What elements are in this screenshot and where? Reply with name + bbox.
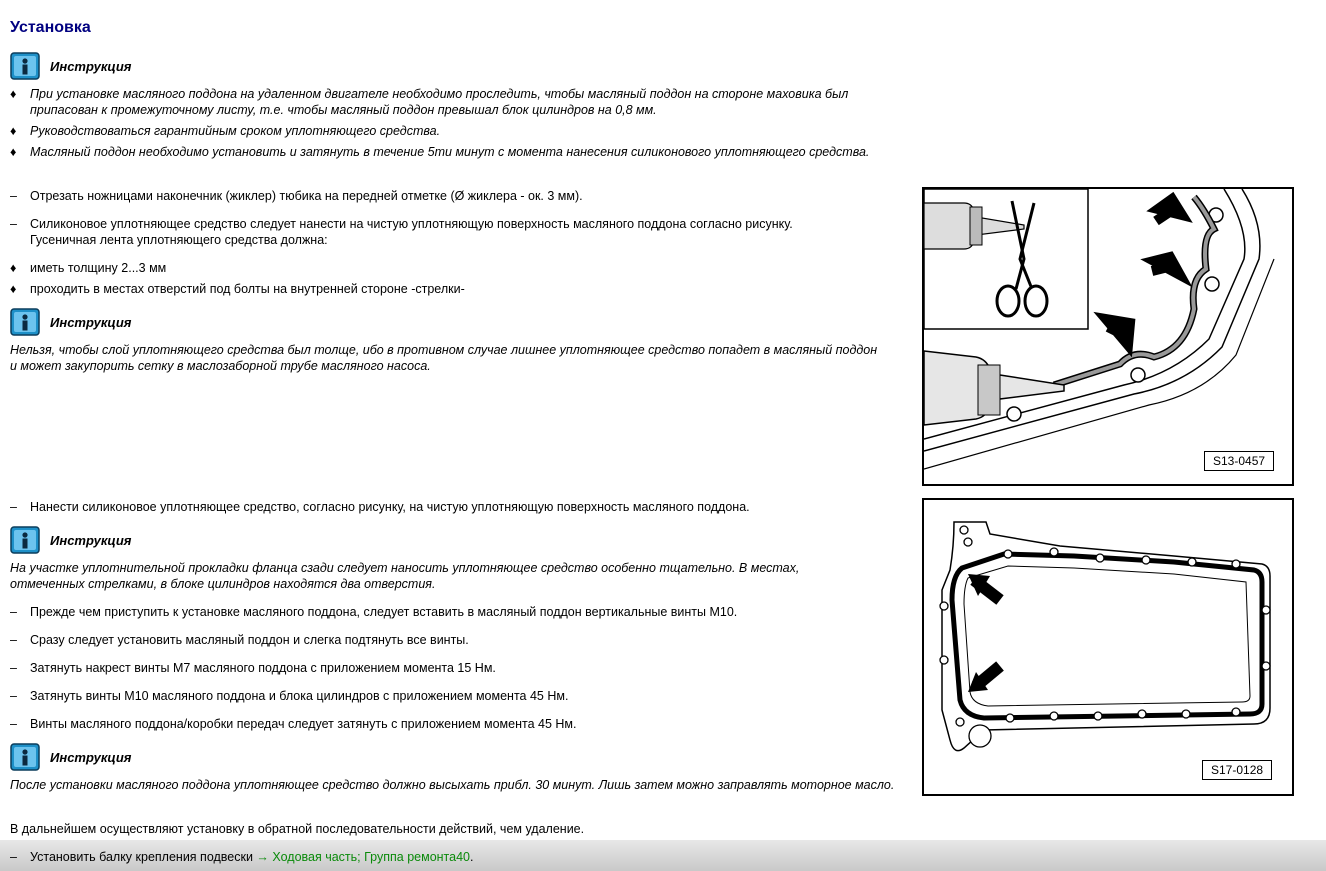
dash-marker: – <box>10 217 17 231</box>
info-icon <box>10 308 40 336</box>
step-text: Отрезать ножницами наконечник (жиклер) тюбика на передней отметке (Ø жиклера - ок. 3 мм). <box>30 189 583 203</box>
diamond-bullet: ♦ <box>10 282 17 296</box>
note-title: Инструкция <box>50 533 132 548</box>
dash-marker: – <box>10 661 17 675</box>
note-header <box>10 743 310 773</box>
dash-marker: – <box>10 605 17 619</box>
note-header <box>10 52 310 82</box>
note-text: После установки масляного поддона уплотняющее средство должно высыхать прибл. 30 минут. Лишь затем можно заправлять моторное масло. <box>10 778 895 792</box>
oil-pan-illustration <box>924 500 1292 794</box>
info-icon <box>10 743 40 771</box>
diamond-bullet: ♦ <box>10 145 17 159</box>
note-title: Инструкция <box>50 750 132 765</box>
step-text <box>30 849 890 865</box>
note-title: Инструкция <box>50 315 132 330</box>
step-text: Винты масляного поддона/коробки передач следует затянуть с приложением момента 45 Нм. <box>30 717 577 731</box>
note-title: Инструкция <box>50 59 132 74</box>
note-item-text: Руководствоваться гарантийным сроком уплотняющего средства. <box>30 124 441 138</box>
page-title: Установка <box>10 19 91 36</box>
sub-item-text: иметь толщину 2...3 мм <box>30 261 167 275</box>
dash-marker: – <box>10 689 17 703</box>
step-text: Затянуть винты М10 масляного поддона и блока цилиндров с приложением момента 45 Нм. <box>30 689 569 703</box>
info-icon <box>10 52 40 80</box>
step-text: Сразу следует установить масляный поддон и слегка подтянуть все винты. <box>30 633 469 647</box>
note-text: На участке уплотнительной прокладки фланца сзади следует наносить уплотняющее средство особенно тщательно. В местах, отмеченных стрелками, в блоке цилиндров находятся два отверстия. <box>10 561 800 591</box>
note-text: Нельзя, чтобы слой уплотняющего средства был толще, ибо в противном случае лишнее уплотняющее средство попадет в масляный поддон и может закупорить сетку в маслозаборной трубе масляного насоса. <box>10 343 878 373</box>
dash-marker: – <box>10 189 17 203</box>
dash-marker: – <box>10 850 17 864</box>
step-text: Силиконовое уплотняющее средство следует нанести на чистую уплотняющую поверхность масляного поддона согласно рисунку. Гусеничная лента уплотняющего средства должна: <box>30 217 793 247</box>
figure-label: S17-0128 <box>1202 760 1272 780</box>
step-text: Затянуть накрест винты М7 масляного поддона с приложением момента 15 Нм. <box>30 661 496 675</box>
last-step-text: Установить балку крепления подвески <box>30 850 257 864</box>
repair-group-link[interactable]: → Ходовая часть; Группа ремонта40 <box>256 850 470 864</box>
final-text: В дальнейшем осуществляют установку в обратной последовательности действий, чем удаление. <box>10 822 585 836</box>
step-text: Нанести силиконовое уплотняющее средство, согласно рисунку, на чистую уплотняющую поверхность масляного поддона. <box>30 500 750 514</box>
sealant-illustration <box>924 189 1292 484</box>
diamond-bullet: ♦ <box>10 261 17 275</box>
info-icon <box>10 526 40 554</box>
figure-oil-pan-outline <box>922 498 1294 796</box>
dash-marker: – <box>10 500 17 514</box>
note-header <box>10 308 310 338</box>
last-step-suffix: . <box>470 850 474 864</box>
dash-marker: – <box>10 633 17 647</box>
diamond-bullet: ♦ <box>10 87 17 101</box>
figure-label: S13-0457 <box>1204 451 1274 471</box>
sub-item-text: проходить в местах отверстий под болты на внутренней стороне -стрелки- <box>30 282 465 296</box>
diamond-bullet: ♦ <box>10 124 17 138</box>
step-text: Прежде чем приступить к установке масляного поддона, следует вставить в масляный поддон вертикальные винты М10. <box>30 605 738 619</box>
dash-marker: – <box>10 717 17 731</box>
note-item-text: При установке масляного поддона на удаленном двигателе необходимо проследить, чтобы масляный поддон на стороне маховика был припасован к промежуточному листу, т.е. чтобы масляный поддон превышал блок цилиндров на 0,8 мм. <box>30 87 849 117</box>
note-item-text: Масляный поддон необходимо установить и затянуть в течение 5ти минут с момента нанесения силиконового уплотняющего средства. <box>30 145 870 159</box>
figure-sealant-application <box>922 187 1294 486</box>
note-header <box>10 526 310 556</box>
